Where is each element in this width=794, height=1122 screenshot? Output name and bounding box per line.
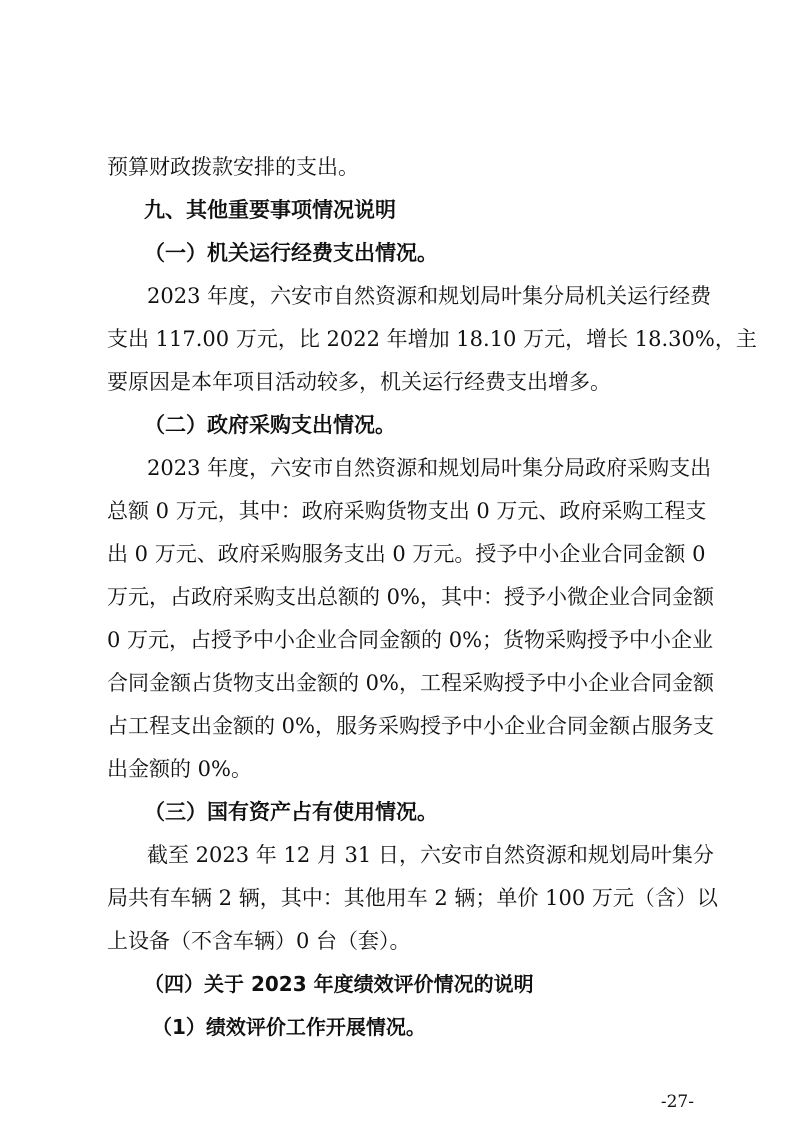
body-text-line: 占工程支出金额的 0%，服务采购授予中小企业合同金额占服务支 (107, 714, 714, 738)
subsection-heading-2: （二）政府采购支出情况。 (144, 413, 396, 437)
body-text-line: 截至 2023 年 12 月 31 日，六安市自然资源和规划局叶集分 (147, 843, 714, 867)
body-text-line: 出金额的 0%。 (107, 757, 252, 781)
body-text-line: 0 万元，占授予中小企业合同金额的 0%；货物采购授予中小企业 (107, 628, 714, 652)
section-heading: 九、其他重要事项情况说明 (144, 198, 396, 222)
page-number: -27- (660, 1092, 694, 1112)
body-text-line: 预算财政拨款安排的支出。 (107, 155, 359, 179)
subsection-heading-3: （三）国有资产占有使用情况。 (144, 800, 438, 824)
body-text-line: 要原因是本年项目活动较多，机关运行经费支出增多。 (107, 370, 611, 394)
subsection-heading-4: （四）关于 2023 年度绩效评价情况的说明 (144, 972, 534, 996)
body-text-line: 万元，占政府采购支出总额的 0%，其中：授予小微企业合同金额 (107, 585, 714, 609)
body-text-line: 2023 年度，六安市自然资源和规划局叶集分局机关运行经费 (147, 284, 712, 308)
body-text-line: 局共有车辆 2 辆，其中：其他用车 2 辆；单价 100 万元（含）以 (107, 886, 718, 910)
subsection-heading-1: （一）机关运行经费支出情况。 (144, 241, 438, 265)
body-text-line: 总额 0 万元，其中：政府采购货物支出 0 万元、政府采购工程支 (107, 499, 707, 523)
body-text-line: 支出 117.00 万元，比 2022 年增加 18.10 万元，增长 18.30%，主 (107, 327, 757, 351)
body-text-line: 合同金额占货物支出金额的 0%，工程采购授予中小企业合同金额 (107, 671, 714, 695)
body-text-line: 出 0 万元、政府采购服务支出 0 万元。授予中小企业合同金额 0 (107, 542, 706, 566)
body-text-line: 2023 年度，六安市自然资源和规划局叶集分局政府采购支出 (147, 456, 712, 480)
item-heading: （1）绩效评价工作开展情况。 (152, 1015, 426, 1039)
body-text-line: 上设备（不含车辆）0 台（套）。 (107, 929, 411, 953)
